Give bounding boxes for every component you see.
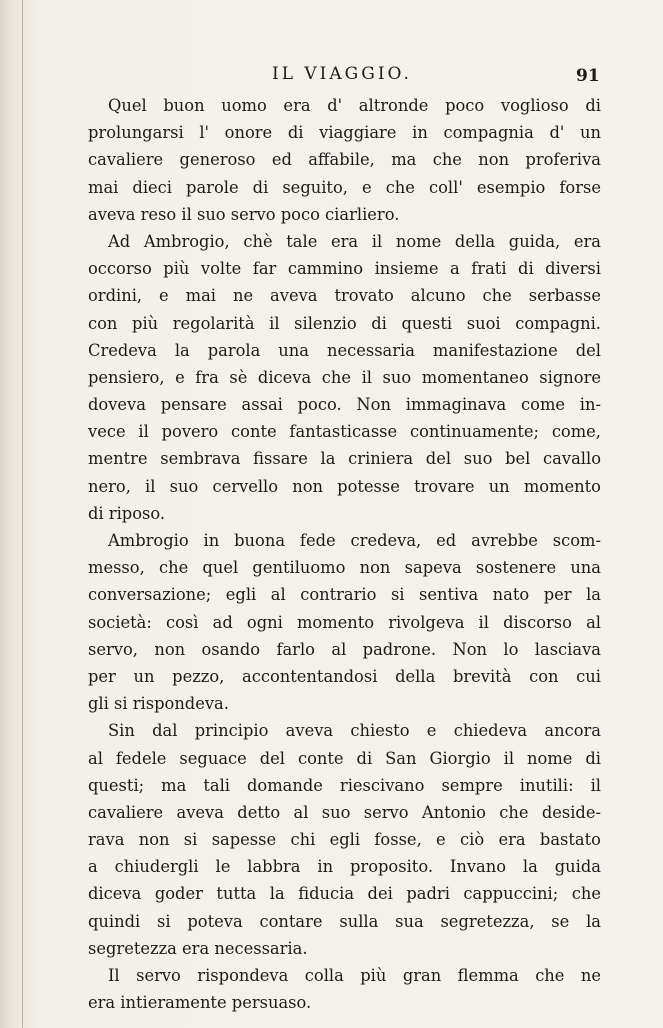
- text-line: vece il povero conte fantasticasse continuamente; come,: [88, 422, 601, 442]
- text-line: Ad Ambrogio, chè tale era il nome della guida, era: [108, 231, 601, 251]
- text-line: Ambrogio in buona fede credeva, ed avrebbe scom-: [108, 531, 601, 550]
- text-line: rava non si sapesse chi egli fosse, e ciò era bastato: [88, 830, 601, 850]
- text-line: di riposo.: [88, 503, 166, 523]
- text-line: a chiudergli le labbra in proposito. Invano la guida: [88, 857, 601, 877]
- text-line: al fedele seguace del conte di San Giorgio il nome di: [88, 748, 601, 768]
- paragraph: [88, 527, 601, 717]
- text-line: diceva goder tutta la fiducia dei padri cappuccini; che: [88, 884, 601, 904]
- text-line: servo, non osando farlo al padrone. Non lo lasciava: [88, 639, 601, 659]
- text-line: Il servo rispondeva colla più gran flemma che ne: [108, 966, 601, 985]
- text-line: società: così ad ogni momento rivolgeva il discorso al: [88, 612, 601, 632]
- page-number: 91: [576, 66, 600, 86]
- text-line: prolungarsi l' onore di viaggiare in compagnia d' un: [88, 123, 601, 143]
- text-line: messo, che quel gentiluomo non sapeva sostenere una: [88, 558, 601, 578]
- paragraph: [88, 962, 601, 1016]
- page-header: [0, 58, 663, 88]
- text-line: segretezza era necessaria.: [88, 938, 308, 958]
- text-line: aveva reso il suo servo poco ciarliero.: [88, 204, 400, 224]
- text-line: Credeva la parola una necessaria manifestazione del: [88, 340, 601, 360]
- text-line: quindi si poteva contare sulla sua segretezza, se la: [88, 911, 601, 931]
- paragraph: [88, 228, 601, 527]
- text-line: Quel buon uomo era d' altronde poco voglioso di: [108, 96, 601, 115]
- text-line: gli si rispondeva.: [88, 694, 229, 714]
- text-line: conversazione; egli al contrario si sentiva nato per la: [88, 585, 601, 605]
- paragraph: [88, 717, 601, 962]
- text-line: per un pezzo, accontentandosi della brevità con cui: [88, 666, 601, 686]
- text-line: era intieramente persuaso.: [88, 993, 312, 1013]
- text-line: occorso più volte far cammino insieme a frati di diversi: [88, 259, 601, 279]
- text-line: questi; ma tali domande riescivano sempre inutili: il: [88, 775, 601, 795]
- body-text: [88, 92, 601, 1016]
- text-line: ordini, e mai ne aveva trovato alcuno che serbasse: [88, 286, 601, 306]
- running-title: IL VIAGGIO.: [272, 64, 412, 84]
- text-line: pensiero, e fra sè diceva che il suo momentaneo signore: [88, 367, 601, 387]
- paragraph: [88, 92, 601, 228]
- text-line: doveva pensare assai poco. Non immaginava come in-: [88, 395, 601, 415]
- text-line: mentre sembrava fissare la criniera del suo bel cavallo: [88, 449, 601, 469]
- text-line: nero, il suo cervello non potesse trovare un momento: [88, 476, 601, 496]
- page-gutter-edge: [22, 0, 23, 1028]
- text-line: cavaliere generoso ed affabile, ma che non proferiva: [88, 150, 601, 170]
- text-line: cavaliere aveva detto al suo servo Antonio che deside-: [88, 802, 601, 822]
- text-line: con più regolarità il silenzio di questi suoi compagni.: [88, 313, 601, 333]
- text-line: mai dieci parole di seguito, e che coll' esempio forse: [88, 177, 601, 197]
- text-line: Sin dal principio aveva chiesto e chiedeva ancora: [108, 721, 601, 741]
